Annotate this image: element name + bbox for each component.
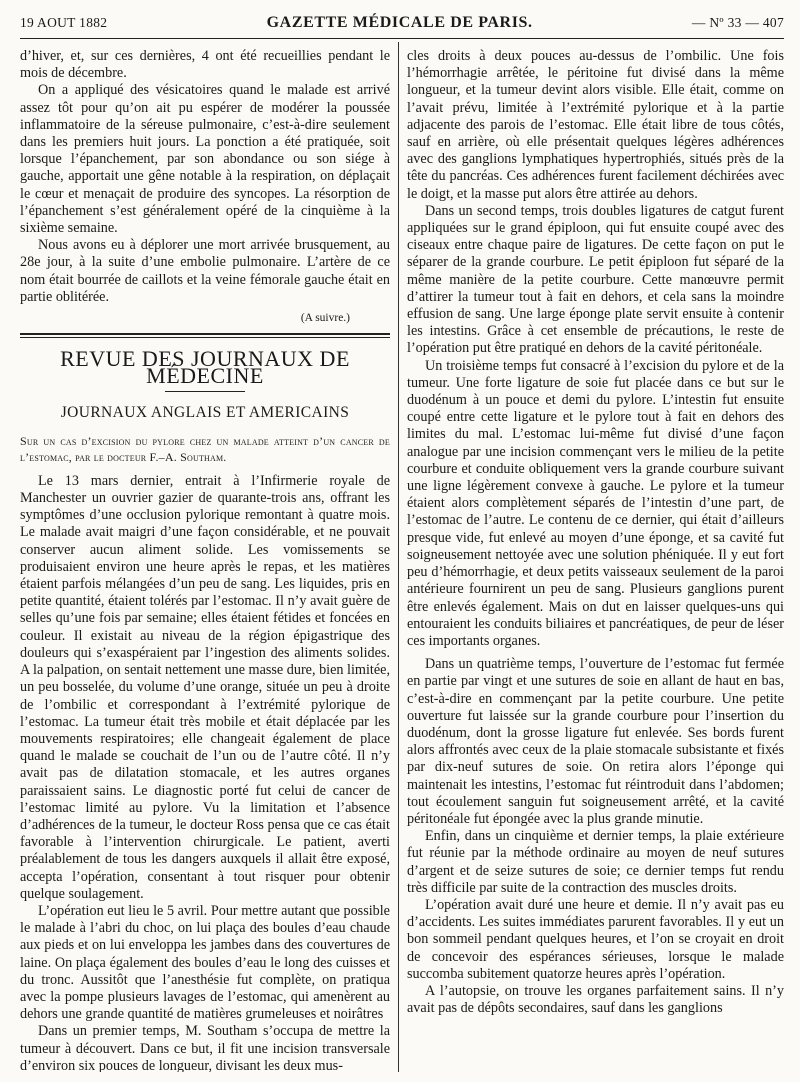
paragraph: cles droits à deux pouces au-dessus de l’ombilic. Une fois l’hémorrhagie arrêtée, le péritoine fut divisé dans la même longueur, et la tumeur devint alors visible. Elle était, comme on l’avait prévu, limitée à l’extrémité pylorique et à la partie adjacente des parois de l’estomac. Elle était libre de tous côtés, sauf en arrière, où elle présentait quelques légères adhérences avec des ganglions lymphatiques hypertrophiés, situés près de la tête du pancréas. Ces adhérences furent facilement déchirées avec le doigt, et la masse put alors être attirée au dehors. [407, 48, 784, 202]
section-title: REVUE DES JOURNAUX DE MÉDECINE [60, 346, 350, 389]
page-header [20, 14, 784, 36]
paragraph: On a appliqué des vésicatoires quand le malade est arrivé assez tôt pour qu’on ait pu espérer de modérer la poussée inflammatoire de la séreuse pulmonaire, c’est-à-dire seulement dans les premiers huit jours. La ponction a été pratiquée, soit lorsque l’épanchement, par son abondance ou son siége à gauche, apportait une gêne notable à la respiration, on déplaçait le cœur et menaçait de produire des syncopes. La résorption de l’épanchement s’est généralement opéré de la cinquième à la sixième semaine. [20, 82, 390, 237]
paragraph: Un troisième temps fut consacré à l’excision du pylore et de la tumeur. Une forte ligature de soie fut placée dans ce but sur le duodénum à un pouce et demi du pylore. L’intestin fut ensuite coupé entre cette ligature et le pylore tout à fait en dehors des limites du mal. L’estomac lui-même fut divisé d’une façon analogue par une incision commençant vers le milieu de la petite courbure et conduite obliquement vers la grande courbure suivant une ligne légèrement convexe à gauche. Le pylore et la tumeur étaient alors complètement séparés de l’intestin d’une part, de l’estomac de l’autre. Le contenu de ce dernier, qui était d’ailleurs presque vide, fut enlevé au moyen d’une éponge, et sa cavité fut soigneusement nettoyée avec une solution phéniquée. Il y eut fort peu d’hémorrhagie, et deux petits vaisseaux seulement de la paroi antérieure fournirent un peu de sang. Plusieurs ganglions purent être enlevés également. Mais on dut en laisser quelques-uns qui entouraient les conduits biliaires et pancréatiques, de peur de léser ces importants organes. [407, 357, 784, 649]
article-title: Sur un cas d’excision du pylore chez un malade atteint d’un cancer de l’estomac, par le docteur F.–A. Southam. [20, 433, 390, 464]
right-column [407, 48, 784, 1072]
paragraph: d’hiver, et, sur ces dernières, 4 ont été recueillies pendant le mois de décembre. [20, 48, 390, 82]
title-rule [165, 391, 245, 392]
paragraph: L’opération avait duré une heure et demie. Il n’y avait pas eu d’accidents. Les suites immédiates parurent favorables. Il y eut un bon sommeil pendant quelques heures, et l’on se croyait en droit de concevoir des espérances sérieuses, lorsque le malade succomba subitement quatorze heures après l’opération. [407, 896, 784, 982]
section-rule [20, 333, 390, 335]
paragraph: Enfin, dans un cinquième et dernier temps, la plaie extérieure fut réunie par la méthode ordinaire au moyen de neuf sutures d’argent et de seize sutures de soie; ce dernier temps fut rendu très difficile par suite de la contraction des muscles droits. [407, 828, 784, 896]
column-divider [398, 42, 399, 1072]
left-column [20, 48, 390, 1072]
paragraph: Nous avons eu à déplorer une mort arrivée brusquement, au 28e jour, à la suite d’une embolie pulmonaire. L’artère de ce nom était bourrée de caillots et la veine fémorale gauche était en partie oblitérée. [20, 237, 390, 305]
header-rule [20, 38, 784, 39]
paragraph: Dans un second temps, trois doubles ligatures de catgut furent appliquées sur le grand épiploon, qui fut ensuite coupé avec des ciseaux entre chaque paire de ligatures. De cette façon on put le séparer de la grande courbure. Le petit épiploon fut séparé de la même manière de la petite courbure. Cette manœuvre permit d’attirer la tumeur tout à fait en dehors, et cela sans la moindre effusion de sang. Une large éponge plate servit ensuite à contenir les intestins. Grâce à cet ensemble de précautions, le reste de l’opération put être pratiqué en dehors de la cavité péritonéale. [407, 202, 784, 357]
subsection-title: JOURNAUX ANGLAIS ET AMERICAINS [60, 403, 350, 421]
paragraph: Le 13 mars dernier, entrait à l’Infirmerie royale de Manchester un ouvrier gazier de quarante-trois ans, offrant les symptômes d’une occlusion pylorique remontant à quatre mois. Le malade avait maigri d’une façon considérable, et ne pouvait conserver aucun aliment solide. Les vomissements se produisaient environ une heure après le repas, et les matières étaient parfois mélangées d’un peu de sang. Les liquides, pris en petite quantité, étaient tolérés par l’estomac. Il n’y avait guère de selles qu’une fois par semaine; elles étaient fétides et foncées en couleur. Il existait au niveau de la région épigastrique des douleurs qui s’exaspéraient par l’ingestion des aliments solides. A la palpation, on sentait nettement une masse dure, bien limitée, un peu bosselée, du volume d’une orange, située un peu à droite de l’ombilic et correspondant à l’extrémité pylorique de l’estomac. La tumeur était très mobile et était déplacée par les mouvements respiratoires; elle changeait également de place quand le malade se couchait de l’un ou de l’autre côté. Il n’y avait pas de dilatation stomacale, et les autres organes paraissaient sains. Le diagnostic porté fut celui de cancer de l’estomac limité au pylore. Vu la limitation et l’absence d’adhérences de la tumeur, le docteur Ross pensa que ce cas était favorable à l’intervention chirurgicale. Le patient, averti préalablement de tous les dangers auxquels il allait être exposé, accepta l’opération, consentant à tout risquer pour obtenir quelque soulagement. [20, 472, 390, 902]
paragraph: A l’autopsie, on trouve les organes parfaitement sains. Il n’y avait pas de dépôts secondaires, sauf dans les ganglions [407, 982, 784, 1017]
paragraph: Dans un quatrième temps, l’ouverture de l’estomac fut fermée en partie par vingt et une sutures de soie en allant de haut en bas, c’est-à-dire en commençant par la petite courbure. Une petite ouverture fut laissée sur la grande courbure pour l’insertion du duodénum, dont la grosse ligature fut enlevée. Ses bords furent alors affrontés avec ceux de la plaie stomacale subsistante et fixés par dix-neuf sutures de soie. On retira alors l’éponge qui maintenait les intestins, l’estomac fut réintroduit dans l’abdomen; tout écoulement sanguin fut soigneusement arrêté, et la cavité péritonéale fut épongée avec la plus grande minutie. [407, 656, 784, 827]
paragraph: L’opération eut lieu le 5 avril. Pour mettre autant que possible le malade à l’abri du choc, on lui plaça des boules d’eau chaude aux pieds et on lui enveloppa les jambes dans des couvertures de laine. On plaça également des boules d’eau le long des cuisses et du tronc. Aussitôt que l’anesthésie fut complète, on pratiqua avec la pompe plusieurs lavages de l’estomac, qui amenèrent au dehors une grande quantité de matières grumeleuses et noirâtres [20, 902, 390, 1023]
journal-title: GAZETTE MÉDICALE DE PARIS. [266, 14, 533, 31]
issue-page-number: — Nº 33 — 407 [691, 15, 784, 30]
continued-note: (A suivre.) [300, 312, 350, 325]
section-rule-thin [20, 337, 390, 338]
paragraph: Dans un premier temps, M. Southam s’occupa de mettre la tumeur à découvert. Dans ce but, il fit une incision transversale d’environ six pouces de longueur, divisant les deux mus- [20, 1023, 390, 1072]
issue-date: 19 AOUT 1882 [20, 15, 108, 30]
